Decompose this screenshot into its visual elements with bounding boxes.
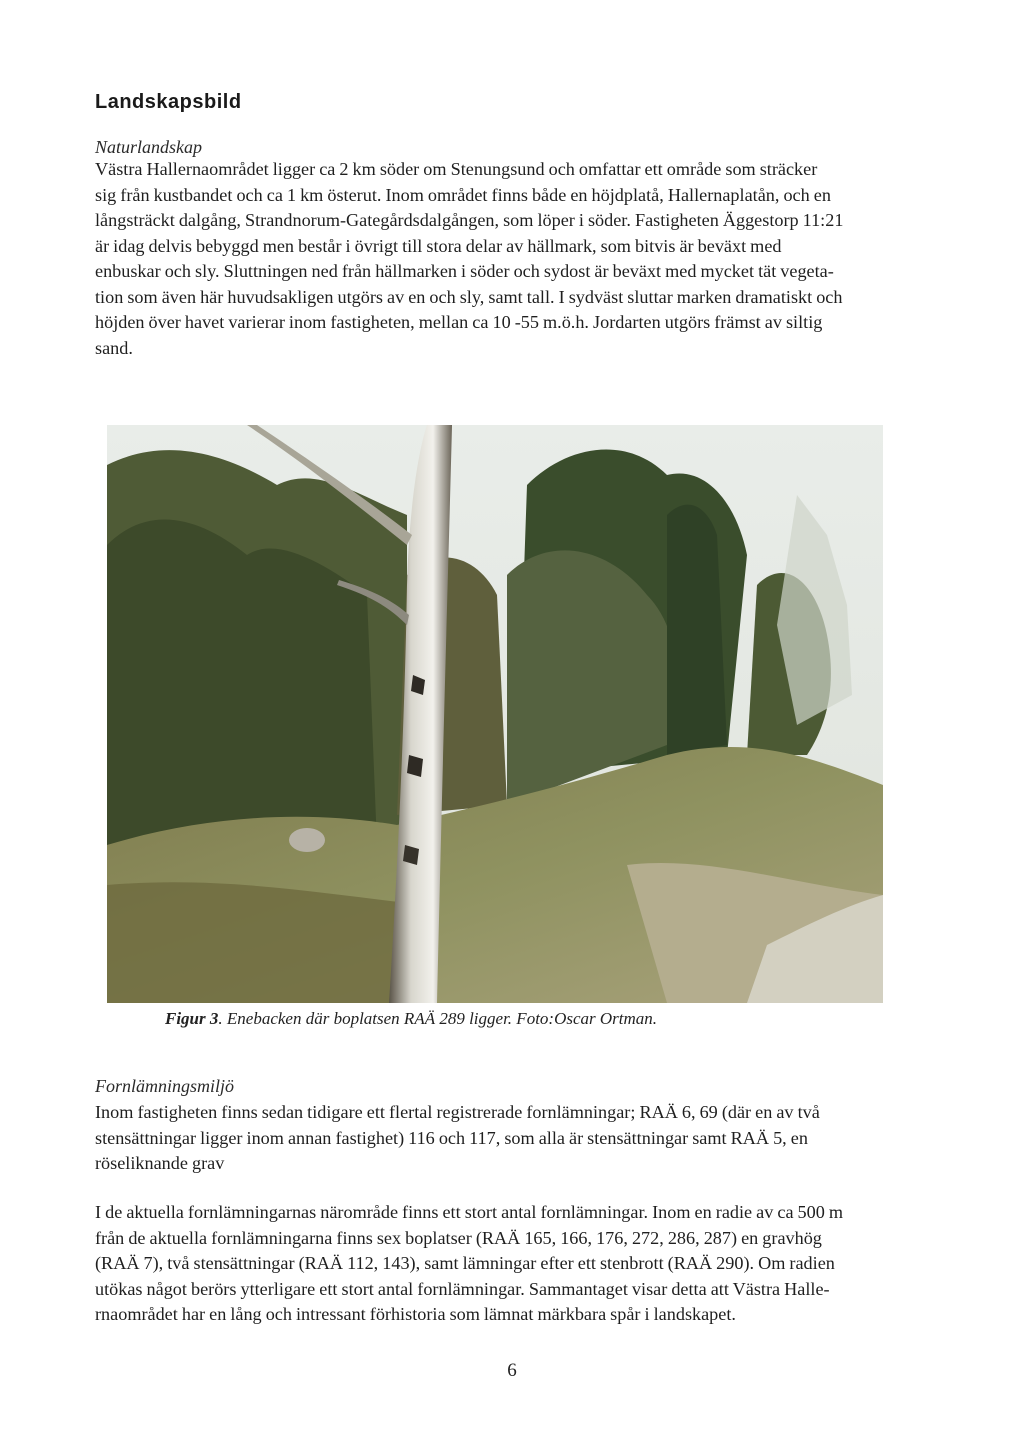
section-title: Landskapsbild (95, 91, 242, 113)
paragraph-line: (RAÄ 7), två stensättningar (RAÄ 112, 143), samt lämningar efter ett stenbrott (RAÄ 290). Om radien (95, 1253, 835, 1273)
paragraph-line: Västra Hallernaområdet ligger ca 2 km söder om Stenungsund och omfattar ett område som sträcker (95, 159, 818, 179)
paragraph-fornlamningar-1 (95, 1100, 895, 1177)
subheading-naturlandskap: Naturlandskap (95, 137, 203, 157)
paragraph-line: sand. (95, 337, 133, 358)
paragraph-line: långsträckt dalgång, Strandnorum-Gategårdsdalgången, som löper i söder. Fastigheten Äggestorp 11:21 (95, 210, 844, 230)
paragraph-line: enbuskar och sly. Sluttningen ned från hällmarken i söder och sydost är beväxt med mycket tät vegeta- (95, 261, 834, 281)
paragraph-line: I de aktuella fornlämningarnas närområde finns ett stort antal fornlämningar. Inom en radie av ca 500 m (95, 1202, 844, 1222)
paragraph-line: sig från kustbandet och ca 1 km österut. Inom området finns både en höjdplatå, Hallernaplatån, och en (95, 184, 831, 205)
paragraph-line: från de aktuella fornlämningarna finns sex boplatser (RAÄ 165, 166, 176, 272, 286, 287) en gravhög (95, 1227, 822, 1248)
page-number: 6 (507, 1360, 517, 1381)
landscape-photo (107, 425, 883, 1003)
paragraph-line: Inom fastigheten finns sedan tidigare ett flertal registrerade fornlämningar; RAÄ 6, 69 (där en av två (95, 1102, 820, 1122)
paragraph-line: rnaområdet har en lång och intressant förhistoria som lämnat märkbara spår i landskapet. (95, 1304, 736, 1324)
paragraph-line: tion som även här huvudsakligen utgörs av en och sly, samt tall. I sydväst sluttar marken dramatiskt och (95, 286, 843, 307)
paragraph-naturlandskap (95, 157, 895, 361)
paragraph-line: röseliknande grav (95, 1153, 225, 1173)
paragraph-fornlamningar-2 (95, 1200, 895, 1328)
subheading-fornlamningsmiljo: Fornlämningsmiljö (95, 1076, 235, 1096)
figure-caption (165, 1009, 657, 1029)
paragraph-line: höjden över havet varierar inom fastigheten, mellan ca 10 -55 m.ö.h. Jordarten utgörs främst av siltig (95, 312, 823, 332)
paragraph-line: utökas något berörs ytterligare ett stort antal fornlämningar. Sammantaget visar detta att Västra Halle- (95, 1278, 830, 1299)
paragraph-line: är idag delvis bebyggd men består i övrigt till stora delar av hällmark, som bitvis är beväxt med (95, 235, 782, 256)
paragraph-line: stensättningar ligger inom annan fastighet) 116 och 117, som alla är stensättningar samt RAÄ 5, en (95, 1127, 808, 1148)
figure-label: Figur 3 (165, 1009, 219, 1028)
figure-caption-text: . Enebacken där boplatsen RAÄ 289 ligger. Foto:Oscar Ortman. (218, 1009, 658, 1028)
